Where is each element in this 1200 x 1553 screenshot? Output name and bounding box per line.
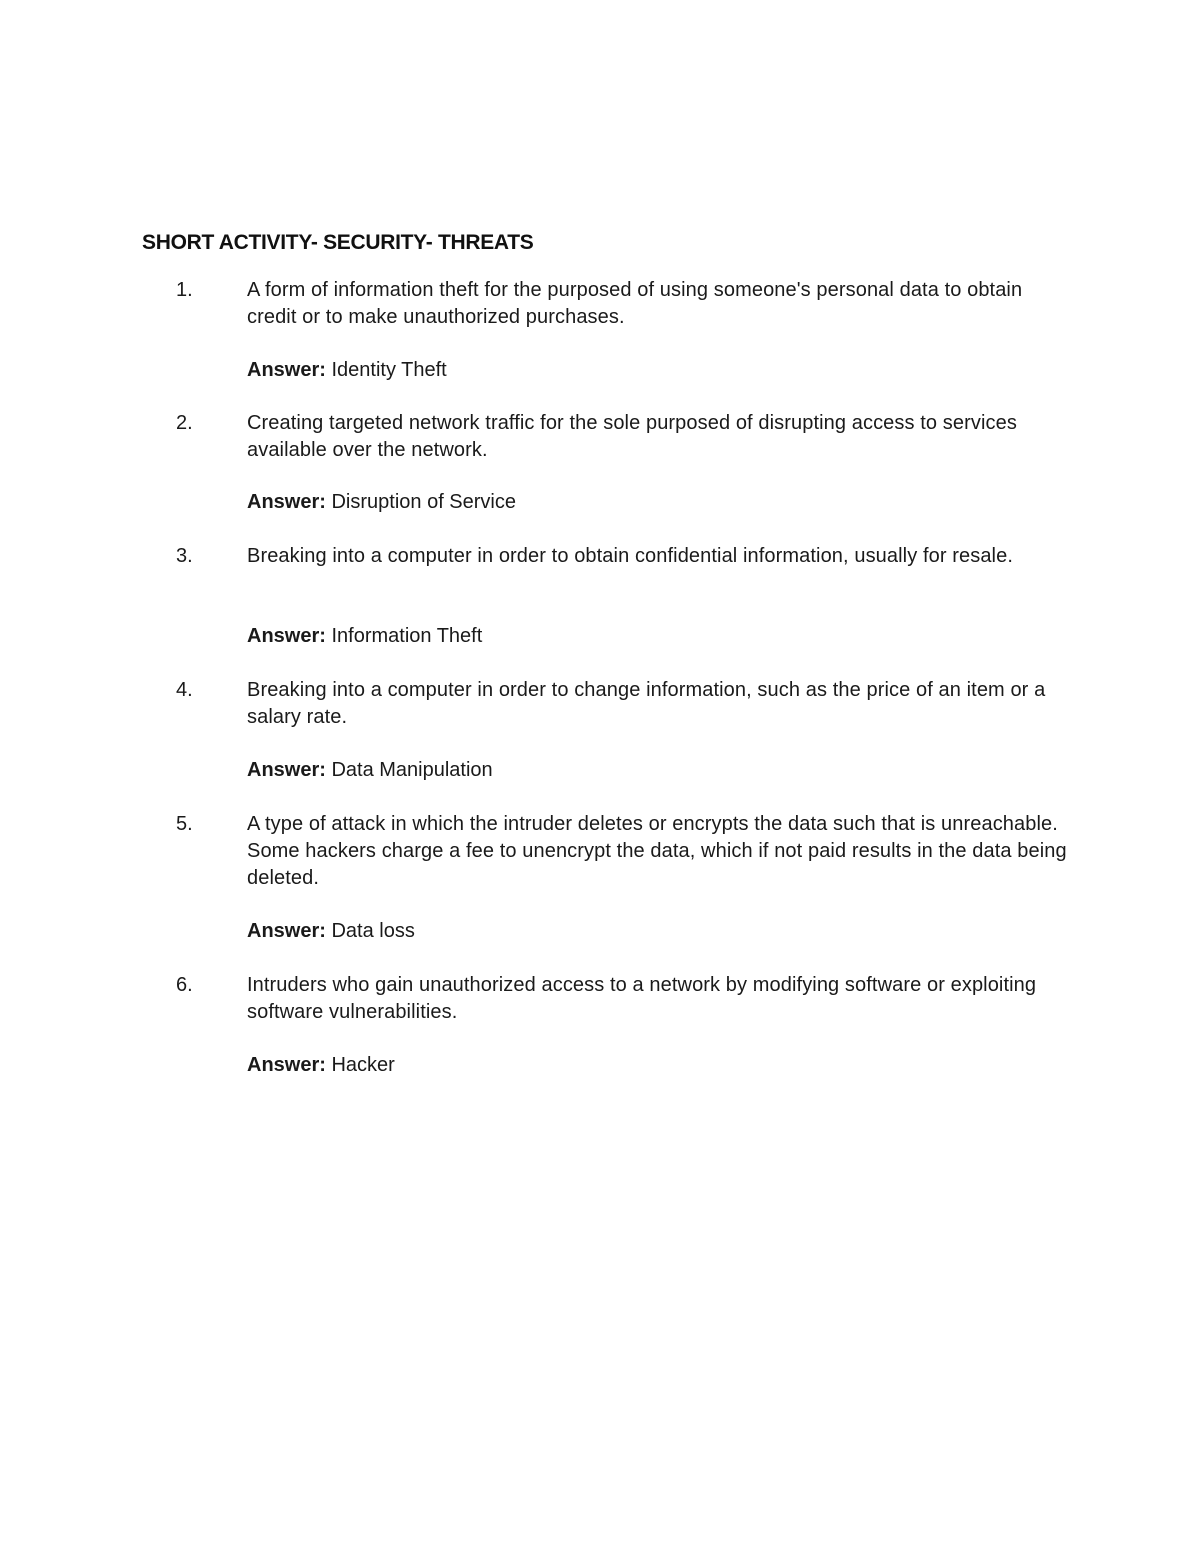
answer-label: Answer:	[247, 759, 326, 781]
item-question: A form of information theft for the purposed of using someone's personal data to obtain credit or to make unauthorized purchases.	[247, 279, 1023, 328]
answer-value: Hacker	[331, 1054, 395, 1076]
item-answer	[247, 357, 447, 384]
answer-label: Answer:	[247, 1054, 326, 1076]
item-question: Breaking into a computer in order to change information, such as the price of an item or a salary rate.	[247, 679, 1046, 728]
item-answer	[247, 1052, 395, 1079]
answer-label: Answer:	[247, 625, 326, 647]
answer-value: Data Manipulation	[331, 759, 493, 781]
item-number: 3.	[176, 545, 193, 567]
item-answer	[247, 757, 493, 784]
answer-label: Answer:	[247, 359, 326, 381]
answer-value: Disruption of Service	[331, 491, 516, 513]
item-number: 6.	[176, 974, 193, 996]
item-answer	[247, 918, 415, 945]
item-question: A type of attack in which the intruder deletes or encrypts the data such that is unreachable. Some hackers charge a fee to unencrypt the data, which if not paid results in the data being deleted.	[247, 813, 1067, 889]
answer-label: Answer:	[247, 920, 326, 942]
answer-label: Answer:	[247, 491, 326, 513]
item-question: Creating targeted network traffic for the sole purposed of disrupting access to services available over the network.	[247, 412, 1017, 461]
answer-value: Information Theft	[331, 625, 483, 647]
answer-value: Identity Theft	[331, 359, 447, 381]
item-number: 1.	[176, 279, 193, 301]
answer-value: Data loss	[331, 920, 415, 942]
item-question: Breaking into a computer in order to obtain confidential information, usually for resale.	[247, 545, 1013, 567]
item-number: 2.	[176, 412, 193, 434]
item-number: 5.	[176, 813, 193, 835]
item-answer	[247, 489, 516, 516]
page-title: SHORT ACTIVITY- SECURITY- THREATS	[142, 231, 534, 254]
item-question: Intruders who gain unauthorized access to a network by modifying software or exploiting software vulnerabilities.	[247, 974, 1037, 1023]
item-answer	[247, 623, 482, 650]
item-number: 4.	[176, 679, 193, 701]
